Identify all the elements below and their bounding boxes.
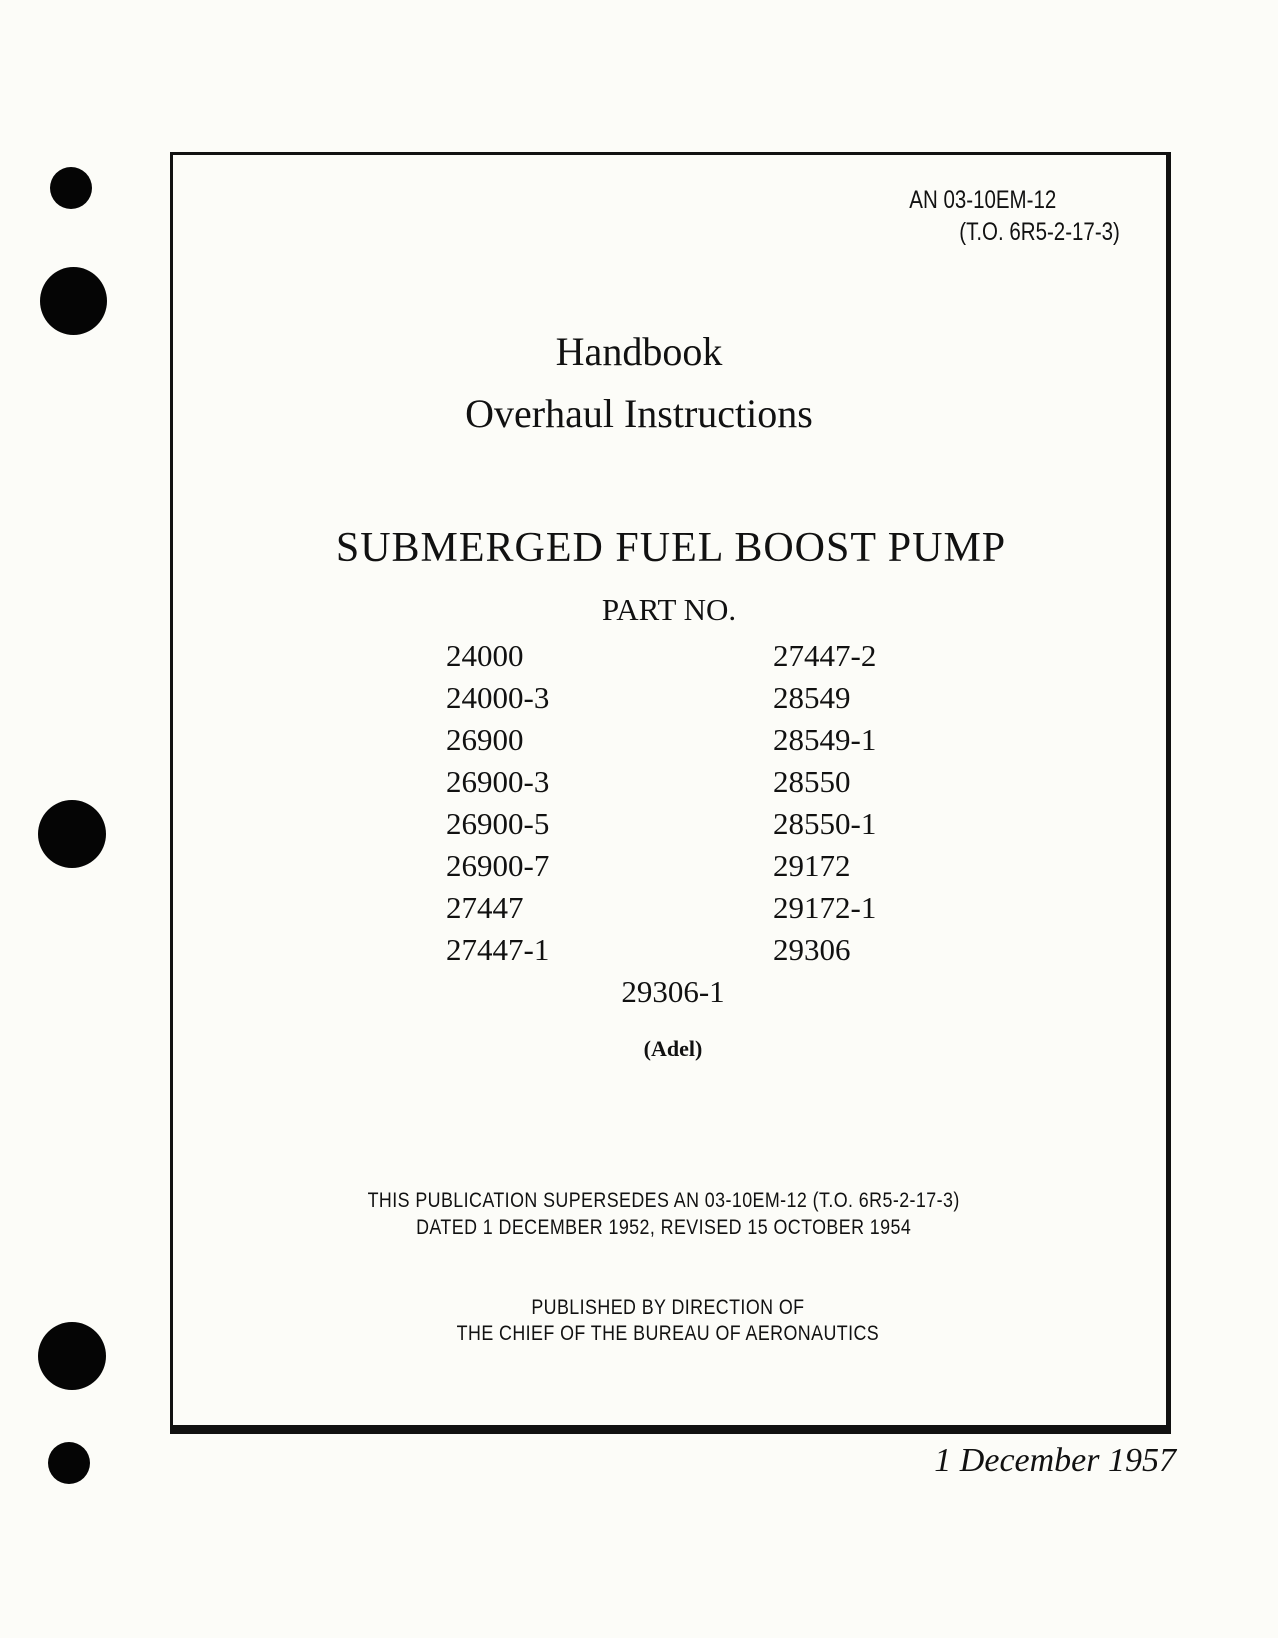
part-no-label: PART NO. xyxy=(601,592,737,627)
part-number: 26900-7 xyxy=(446,848,550,883)
part-number: 29306 xyxy=(773,932,851,967)
part-number: 26900-3 xyxy=(446,764,550,799)
part-number: 29172-1 xyxy=(773,890,877,925)
supersedes-line-1: THIS PUBLICATION SUPERSEDES AN 03-10EM-12 (T.O. 6R5-2-17-3) xyxy=(367,1189,960,1212)
part-number: 26900 xyxy=(446,722,524,757)
part-number: 29172 xyxy=(773,848,851,883)
punch-hole xyxy=(48,1442,90,1484)
part-number: 28549 xyxy=(773,680,851,715)
part-number: 28550 xyxy=(773,764,851,799)
subject-title: SUBMERGED FUEL BOOST PUMP xyxy=(335,525,1007,571)
supersedes-line-2: DATED 1 DECEMBER 1952, REVISED 15 OCTOBER 1954 xyxy=(416,1216,912,1239)
parts-right-column xyxy=(773,638,876,974)
parts-left-column xyxy=(446,638,549,974)
title-handbook: Handbook xyxy=(555,329,723,374)
an-number: AN 03-10EM-12 xyxy=(909,186,1056,214)
title-overhaul: Overhaul Instructions xyxy=(465,391,813,436)
publication-date: 1 December 1957 xyxy=(934,1442,1176,1479)
part-number: 27447-1 xyxy=(446,932,550,967)
publisher-line-1: PUBLISHED BY DIRECTION OF xyxy=(531,1296,805,1319)
manufacturer: (Adel) xyxy=(643,1036,703,1061)
part-number: 24000 xyxy=(446,638,524,673)
publisher-line-2: THE CHIEF OF THE BUREAU OF AERONAUTICS xyxy=(456,1322,880,1345)
part-number: 24000-3 xyxy=(446,680,550,715)
punch-hole xyxy=(50,167,92,209)
part-number-last: 29306-1 xyxy=(621,974,725,1009)
part-number: 27447-2 xyxy=(773,638,877,673)
part-number: 28550-1 xyxy=(773,806,877,841)
part-number: 27447 xyxy=(446,890,524,925)
punch-hole xyxy=(38,800,106,868)
part-number: 28549-1 xyxy=(773,722,877,757)
punch-hole xyxy=(40,267,107,335)
to-number: (T.O. 6R5-2-17-3) xyxy=(959,218,1120,246)
part-number: 26900-5 xyxy=(446,806,550,841)
